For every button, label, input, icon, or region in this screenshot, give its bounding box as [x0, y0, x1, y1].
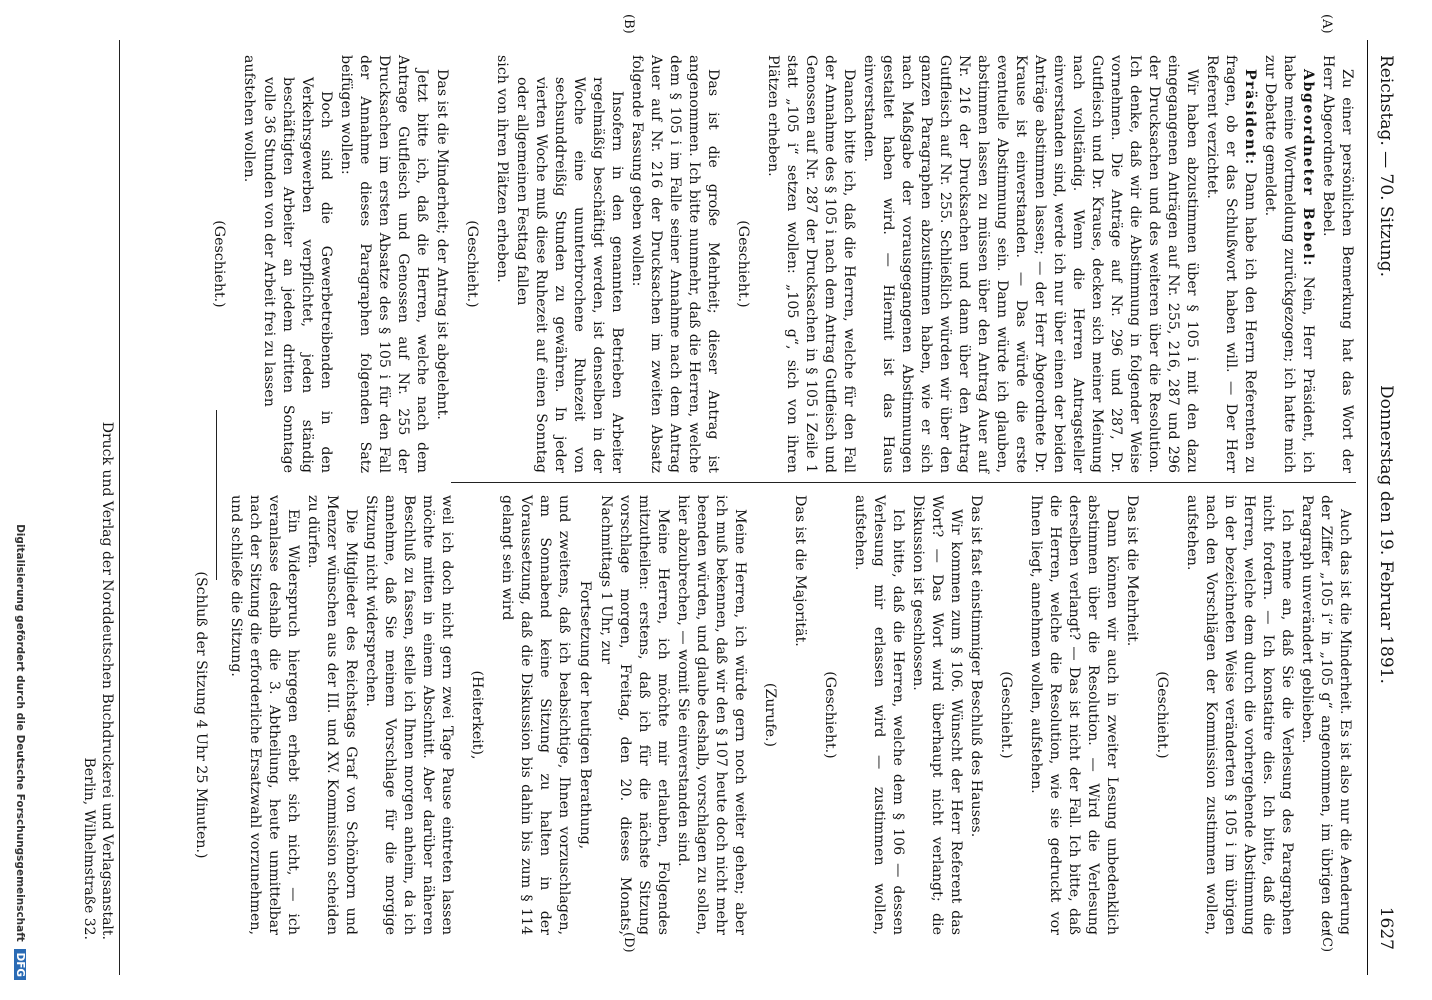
paragraph — [1260, 55, 1317, 473]
dfg-watermark — [14, 30, 26, 980]
header-rule — [1367, 40, 1368, 975]
stage-direction: (Geschieht.) — [735, 220, 751, 308]
speaker-name: Präsident: — [1242, 69, 1258, 166]
paragraph: Dann können wir auch in zweiter Lesung unbedenklich abstimmen über die Resolution. — Wird die Verlesung derselben verlangt? — Das ist nicht der Fall. Ich bitte, daß die Herren, welche die Resolution, wie sie gedruckt vor Ihnen liegt, annehmen wollen, aufstehen. — [1028, 495, 1120, 935]
paragraph: Danach bitte ich, daß die Herren, welche für den Fall der Annahme des § 105 i nach dem Antrag Gutfleisch und Genossen auf Nr. 287 der Drucksachen in § 105 i Zeile 1 statt „105 i“ setzen wollen: „105 g“, sich von ihren Plätzen erheben. — [765, 55, 857, 473]
imprint-line: Druck und Verlag der Norddeutschen Buchdruckerei und Verlagsanstalt. — [99, 421, 115, 940]
quoted-amendment: Doch sind die Gewerbetreibenden in den Verkehrsgewerben verpflichtet, jeden ständig beschäftigten Arbeiter an jedem dritten Sonntage volle 36 Stunden von der Arbeit frei zu lassen — [261, 77, 334, 473]
paragraph: Auch das ist die Minderheit. Es ist also nur die Aenderung der Ziffer „105 i“ in „105 g“ angenommen, im übrigen der Paragraph unverändert geblieben. — [1299, 495, 1353, 935]
agenda-item: Fortsetzung der heutigen Berathung, — [577, 580, 593, 850]
dfg-logo: DFG — [14, 949, 26, 980]
right-column — [180, 495, 1354, 935]
paragraph: Das ist die Mehrheit. — [1124, 495, 1140, 647]
session-closing: (Schluß der Sitzung 4 Uhr 25 Minuten.) — [193, 571, 209, 859]
margin-mark-a: (A) — [1319, 14, 1334, 34]
separator-line — [216, 410, 217, 580]
page-number: 1627 — [1376, 906, 1396, 950]
stage-direction: (Geschieht.) — [211, 220, 227, 308]
paragraph: Ein Widerspruch hiergegen erhebt sich nicht, — ich veranlasse deshalb die 3. Abtheilung, heute unmittelbar nach der Sitzung die erforderliche Ersatzwahl vorzunehmen, und schließe die Sitzung. — [228, 495, 301, 935]
paragraph: Ich bitte, daß die Herren, welche dem § 106 — dessen Verlesung mir erlassen wird — zustimmen wollen, aufstehen. — [852, 495, 906, 935]
paragraph: Das ist die Majorität. — [792, 495, 808, 647]
speech-text: Dann habe ich den Herrn Referenten zu fragen, ob er das Schlußwort haben will. — Der Herr Referent verzichtet. — [1204, 55, 1258, 473]
paragraph: Das ist die Minderheit; der Antrag ist abgelehnt. — [434, 69, 450, 420]
watermark-text: Digitalisierung gefördert durch die Deutsche Forschungsgemeinschaft — [14, 524, 26, 942]
stage-direction: (Geschieht.) — [998, 671, 1014, 759]
speaker-name: Abgeordneter Bebel: — [1300, 69, 1316, 268]
paragraph: Wir haben abzustimmen über § 105 i mit den dazu eingegangenen Anträgen auf Nr. 255, 216, 287 und 296 der Drucksachen und des weiteren über die Resolution. Ich denke, daß wir die Abstimmung in folgender Weise vornehmen. Die Anträge auf Nr. 296 und 287, Dr. Gutfleisch und Dr. Krause, decken sich meiner Meinung nach vollständig. Wenn die Herren Antragsteller einverstanden sind, werde ich nur über einen der beiden Anträge abstimmen lassen; — der Herr Abgeordnete Dr. Krause ist einverstanden. — Das würde die erste eventuelle Abstimmung sein. Dann würde ich glauben, abstimmen lassen zu müssen über den Antrag Auer auf Nr. 216 der Drucksachen und dann über den Antrag Gutfleisch auf Nr. 255. Schließlich würden wir über den ganzen Paragraphen abzustimmen haben, wie er sich nach Maßgabe der vorausgegangenen Abstimmungen gestaltet haben wird. — Hiermit ist das Haus einverstanden. — [861, 55, 1200, 473]
stage-direction: (Geschieht.) — [1154, 671, 1170, 759]
column-divider — [451, 482, 1356, 483]
page-header — [1368, 55, 1402, 950]
speech-text: Nein, Herr Präsident, ich habe meine Wortmeldung zurückgezogen; ich hatte mich zur Debatte gemeldet. — [1262, 55, 1316, 473]
imprint-line: Berlin, Wilhelmstraße 32. — [81, 757, 97, 940]
stage-direction: (Geschieht.) — [822, 671, 838, 759]
paragraph: aufstehen wollen. — [241, 55, 257, 183]
margin-mark-c: (C) — [1319, 932, 1334, 953]
paragraph: Zu einer persönlichen Bemerkung hat das Wort der Herr Abgeordnete Bebel. — [1320, 55, 1355, 473]
header-left: Reichstag. — 70. Sitzung. — [1376, 55, 1396, 278]
left-column — [198, 55, 1356, 473]
paragraph: Meine Herren, ich möchte mir erlauben, Folgendes mitzutheilen: erstens, daß ich für die nächste Sitzung vorschlage morgen, Freitag, den 20. dieses Monats, Nachmittags 1 Uhr, zur — [598, 495, 671, 935]
paragraph: Meine Herren, ich würde gern noch weiter gehen; aber ich muß bekennen, daß wir den § 107 heute doch nicht mehr beenden würden, und glaube deshalb, vorschlagen zu sollen, hier abzubrechen, — womit Sie einverstanden sind. — [675, 495, 748, 935]
paragraph: Das ist fast einstimmiger Beschluß des Hauses. — [968, 495, 984, 838]
imprint — [80, 60, 116, 940]
margin-mark-d: (D) — [621, 932, 636, 953]
paragraph: Ich nehme an, daß Sie die Verlesung des Paragraphen nicht fordern. — Ich konstatire dies. Ich bitte, daß die Herren, welche dem durch die vorhergehende Abstimmung in der bezeichneten Weise veränderten § 105 i im übrigen nach den Vorschlägen der Kommission zustimmen wollen, aufstehen. — [1184, 495, 1295, 935]
imprint-rule — [119, 40, 120, 975]
stage-direction: (Heiterkeit), — [469, 670, 485, 760]
quoted-amendment: Insofern in den genannten Betrieben Arbeiter regelmäßig beschäftigt werden, ist denselben in der Woche eine ununterbrochene Ruhezeit von sechsunddreißig Stunden zu gewähren. In jeder vierten Woche muß diese Ruhezeit auf einen Sonntag oder allgemeinen Festtag fallen — [514, 77, 625, 473]
paragraph: weil ich doch nicht gern zwei Tage Pause eintreten lassen möchte mitten in einem Abschnitt. Aber darüber näheren Beschluß zu fassen, stelle ich Ihnen morgen anheim, da ich annehme, daß Sie meinem Vorschlage für die morgige Sitzung nicht widersprechen. — [363, 495, 455, 935]
paragraph: Das ist die große Mehrheit; dieser Antrag ist angenommen. Ich bitte nunmehr, daß die Herren, welche dem § 105 i im Falle seiner Annahme nach dem Antrag Auer auf Nr. 216 der Drucksachen im zweiten Absatz folgende Fassung geben wollen: — [629, 55, 721, 473]
paragraph: Jetzt bitte ich, daß die Herren, welche nach dem Antrage Gutfleisch und Genossen auf Nr. 255 der Drucksachen im ersten Absatze des § 105 i für den Fall der Annahme dieses Paragraphen folgenden Satz beifügen wollen: — [338, 55, 430, 473]
paragraph: sich von ihren Plätzen erheben. — [494, 55, 510, 283]
header-center: Donnerstag den 19. Februar 1891. — [1376, 385, 1396, 684]
margin-mark-b: (B) — [621, 14, 636, 34]
stage-direction: (Geschieht.) — [464, 220, 480, 308]
stage-direction: (Zurufe.) — [762, 682, 778, 748]
paragraph: Wir kommen zum § 106. Wünscht der Herr Referent das Wort? — Das Wort wird überhaupt nicht verlangt; die Diskussion ist geschlossen. — [910, 495, 964, 935]
paragraph: Die Mitglieder des Reichstags Graf von Schönborn und Menzer wünschen aus der III. und XV. Kommission scheiden zu dürfen. — [305, 495, 359, 935]
paragraph: und zweitens, daß ich beabsichtige, Ihnen vorzuschlagen, am Sonnabend keine Sitzung zu halten in der Voraussetzung, daß die Diskussion bis dahin bis zum § 114 gelangt sein wird — [499, 495, 572, 935]
paragraph — [1202, 55, 1259, 473]
